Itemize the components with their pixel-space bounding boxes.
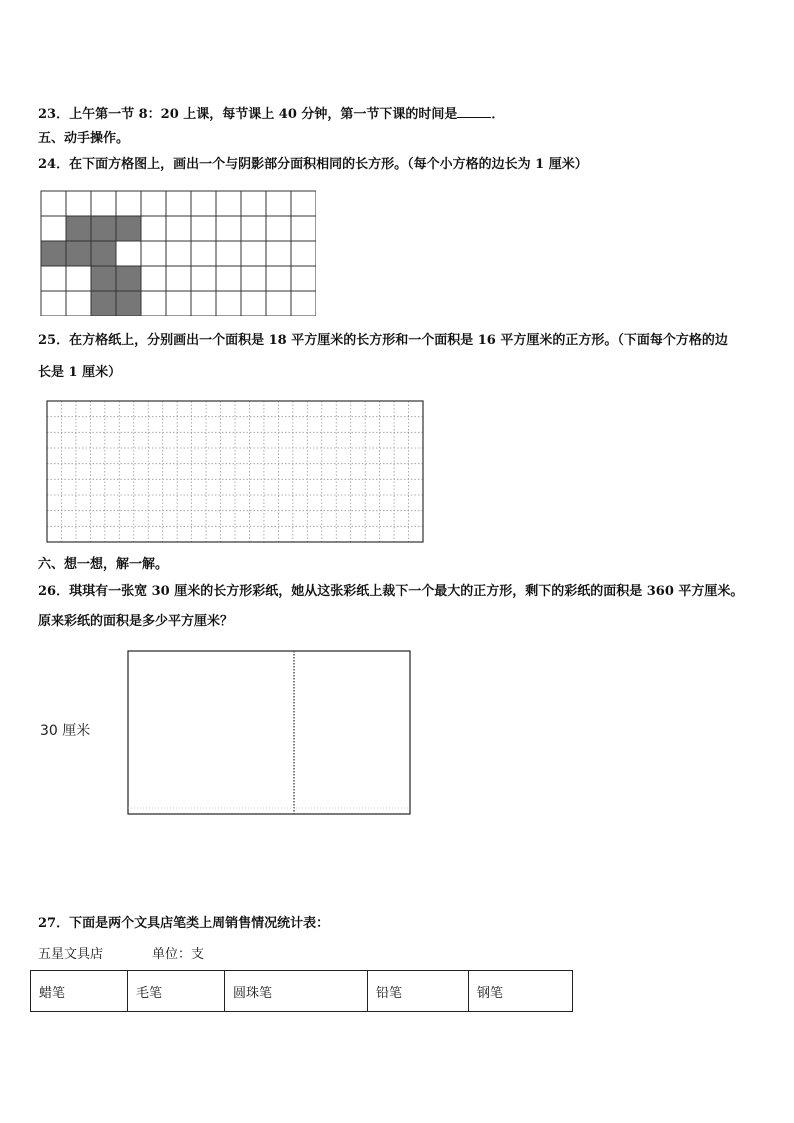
- grid-cell[interactable]: [291, 266, 316, 291]
- shaded-cell[interactable]: [116, 266, 141, 291]
- grid-cell[interactable]: [166, 291, 191, 316]
- grid-cell[interactable]: [291, 241, 316, 266]
- sales-table: [30, 970, 573, 1012]
- shaded-cell[interactable]: [66, 216, 91, 241]
- question-26-line1: 26．琪琪有一张宽 30 厘米的长方形彩纸，她从这张彩纸上裁下一个最大的正方形，剩下的彩纸的面积是 360 平方厘米。: [38, 584, 744, 599]
- header-cell-pencil: 铅笔: [368, 971, 469, 1012]
- unit-label: 单位：支: [152, 947, 205, 962]
- shaded-cell[interactable]: [116, 216, 141, 241]
- grid-cell[interactable]: [241, 291, 266, 316]
- grid-cell[interactable]: [266, 191, 291, 216]
- shaded-cell[interactable]: [91, 291, 116, 316]
- answer-blank[interactable]: [457, 104, 491, 118]
- question-26-line2: 原来彩纸的面积是多少平方厘米？: [38, 614, 234, 629]
- grid-cell[interactable]: [216, 241, 241, 266]
- grid-cell[interactable]: [191, 241, 216, 266]
- grid-cell[interactable]: [241, 191, 266, 216]
- question-26-paper-diagram: [127, 650, 412, 816]
- grid-cell[interactable]: [191, 266, 216, 291]
- grid-cell[interactable]: [166, 241, 191, 266]
- grid-cell[interactable]: [66, 291, 91, 316]
- question-25-line1: 25．在方格纸上，分别画出一个面积是 18 平方厘米的长方形和一个面积是 16 平方厘米的正方形。（下面每个方格的边: [38, 333, 728, 348]
- question-25-grid[interactable]: [46, 400, 424, 543]
- question-23: [38, 104, 504, 124]
- width-label: 30 厘米: [40, 723, 91, 739]
- grid-cell[interactable]: [166, 266, 191, 291]
- shaded-cell[interactable]: [66, 241, 91, 266]
- grid-cell[interactable]: [191, 216, 216, 241]
- shaded-cell[interactable]: [91, 216, 116, 241]
- grid-cell[interactable]: [66, 266, 91, 291]
- grid-cell[interactable]: [291, 291, 316, 316]
- grid-cell[interactable]: [266, 291, 291, 316]
- header-cell-brush: 毛笔: [128, 971, 225, 1012]
- grid-cell[interactable]: [116, 241, 141, 266]
- grid-cell[interactable]: [216, 266, 241, 291]
- question-23-suffix: ．: [491, 107, 505, 122]
- grid-cell[interactable]: [291, 216, 316, 241]
- grid-cell[interactable]: [41, 266, 66, 291]
- grid-cell[interactable]: [166, 191, 191, 216]
- grid-cell[interactable]: [141, 191, 166, 216]
- grid-cell[interactable]: [241, 266, 266, 291]
- question-25-line2: 长是 1 厘米）: [38, 365, 122, 380]
- store-name: 五星文具店: [38, 947, 104, 962]
- question-24-grid[interactable]: [40, 190, 316, 316]
- section-5-heading: 五、动手操作。: [38, 131, 130, 146]
- table-header-row: [31, 971, 573, 1012]
- grid-cell[interactable]: [191, 291, 216, 316]
- grid-cell[interactable]: [216, 291, 241, 316]
- grid-cell[interactable]: [241, 216, 266, 241]
- grid-cell[interactable]: [241, 241, 266, 266]
- grid-cell[interactable]: [66, 191, 91, 216]
- grid-cell[interactable]: [141, 241, 166, 266]
- grid-cell[interactable]: [191, 191, 216, 216]
- section-6-heading: 六、想一想，解一解。: [38, 557, 169, 572]
- grid-cell[interactable]: [216, 216, 241, 241]
- grid-cell[interactable]: [141, 216, 166, 241]
- grid-cell[interactable]: [166, 216, 191, 241]
- grid-cell[interactable]: [266, 241, 291, 266]
- question-27-text: 27．下面是两个文具店笔类上周销售情况统计表：: [38, 916, 330, 931]
- grid-cell[interactable]: [216, 191, 241, 216]
- grid-cell[interactable]: [41, 216, 66, 241]
- header-cell-crayon: 蜡笔: [31, 971, 128, 1012]
- header-cell-ballpoint: 圆珠笔: [225, 971, 368, 1012]
- grid-cell[interactable]: [116, 191, 141, 216]
- paper-rectangle: [128, 651, 410, 814]
- header-cell-fountain-pen: 钢笔: [469, 971, 573, 1012]
- shaded-cell[interactable]: [41, 241, 66, 266]
- grid-cell[interactable]: [41, 291, 66, 316]
- grid-cell[interactable]: [266, 216, 291, 241]
- grid-cell[interactable]: [141, 266, 166, 291]
- grid-cell[interactable]: [41, 191, 66, 216]
- grid-cell[interactable]: [291, 191, 316, 216]
- question-23-text: 23．上午第一节 8：20 上课，每节课上 40 分钟，第一节下课的时间是: [38, 107, 458, 122]
- shaded-cell[interactable]: [91, 266, 116, 291]
- grid-cell[interactable]: [141, 291, 166, 316]
- grid-cell[interactable]: [91, 191, 116, 216]
- question-24-text: 24．在下面方格图上，画出一个与阴影部分面积相同的长方形。（每个小方格的边长为 1 厘米）: [38, 157, 588, 172]
- shaded-cell[interactable]: [91, 241, 116, 266]
- grid-cell[interactable]: [266, 266, 291, 291]
- shaded-cell[interactable]: [116, 291, 141, 316]
